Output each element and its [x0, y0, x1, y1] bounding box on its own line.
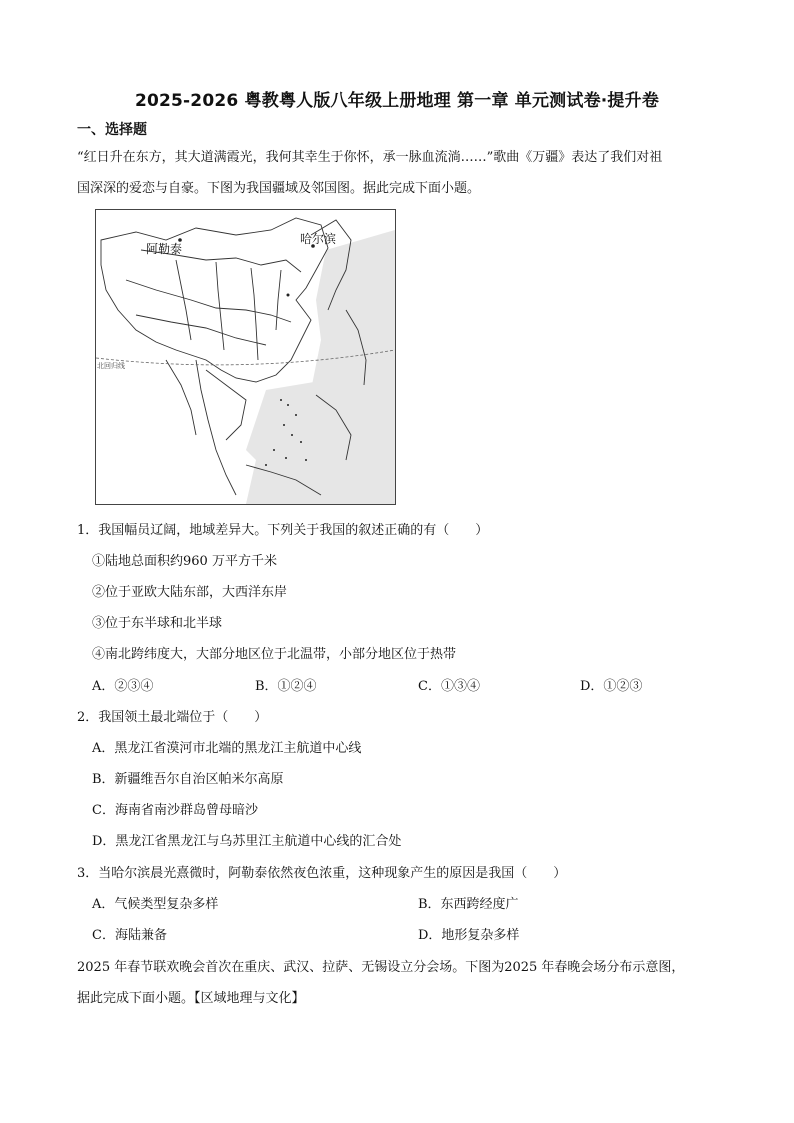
q3-option-b[interactable]: B．东西跨经度广	[418, 897, 519, 912]
q3-stem: 3．当哈尔滨晨光熹微时，阿勒泰依然夜色浓重，这种现象产生的原因是我国（ ）	[77, 866, 567, 881]
q2-option-d[interactable]: D．黑龙江省黑龙江与乌苏里江主航道中心线的汇合处	[92, 834, 402, 849]
q1-statement-2: ②位于亚欧大陆东部，大西洋东岸	[92, 585, 288, 600]
q1-option-c[interactable]: C．①③④	[418, 679, 480, 694]
q2-option-c[interactable]: C．海南省南沙群岛曾母暗沙	[92, 803, 258, 818]
q3-option-a[interactable]: A．气候类型复杂多样	[92, 897, 219, 912]
q2-option-a[interactable]: A．黑龙江省漠河市北端的黑龙江主航道中心线	[92, 741, 362, 756]
section-heading: 一、选择题	[77, 122, 147, 138]
intro2-line-2: 据此完成下面小题。【区域地理与文化】	[77, 991, 305, 1006]
label-harbin: 哈尔滨	[300, 232, 337, 246]
china-territory-map	[95, 209, 396, 505]
q1-option-d[interactable]: D．①②③	[580, 679, 643, 694]
intro-line-1: “红日升在东方，其大道满霞光，我何其幸生于你怀，承一脉血流淌……”歌曲《万疆》表达了我们对祖	[77, 150, 663, 165]
label-altay: 阿勒泰	[146, 242, 183, 256]
q1-option-b[interactable]: B．①②④	[255, 679, 317, 694]
label-tropic-of-cancer: 北回归线	[97, 362, 125, 370]
page-title: 2025-2026 粤教粤人版八年级上册地理 第一章 单元测试卷·提升卷	[134, 91, 660, 111]
q3-option-d[interactable]: D．地形复杂多样	[418, 928, 520, 943]
q1-statement-4: ④南北跨纬度大，大部分地区位于北温带，小部分地区位于热带	[92, 647, 457, 662]
q2-option-b[interactable]: B．新疆维吾尔自治区帕米尔高原	[92, 772, 284, 787]
q3-option-c[interactable]: C．海陆兼备	[92, 928, 167, 943]
intro-line-2: 国深深的爱恋与自豪。下图为我国疆域及邻国图。据此完成下面小题。	[77, 181, 481, 196]
q1-stem: 1．我国幅员辽阔，地域差异大。下列关于我国的叙述正确的有（ ）	[77, 523, 489, 538]
intro2-line-1: 2025 年春节联欢晚会首次在重庆、武汉、拉萨、无锡设立分会场。下图为2025 年春晚会场分布示意图，	[77, 960, 685, 975]
q2-stem: 2．我国领土最北端位于（ ）	[77, 710, 268, 725]
q1-option-a[interactable]: A．②③④	[92, 679, 154, 694]
q1-statement-3: ③位于东半球和北半球	[92, 616, 223, 631]
q1-statement-1: ①陆地总面积约960 万平方千米	[92, 554, 277, 569]
